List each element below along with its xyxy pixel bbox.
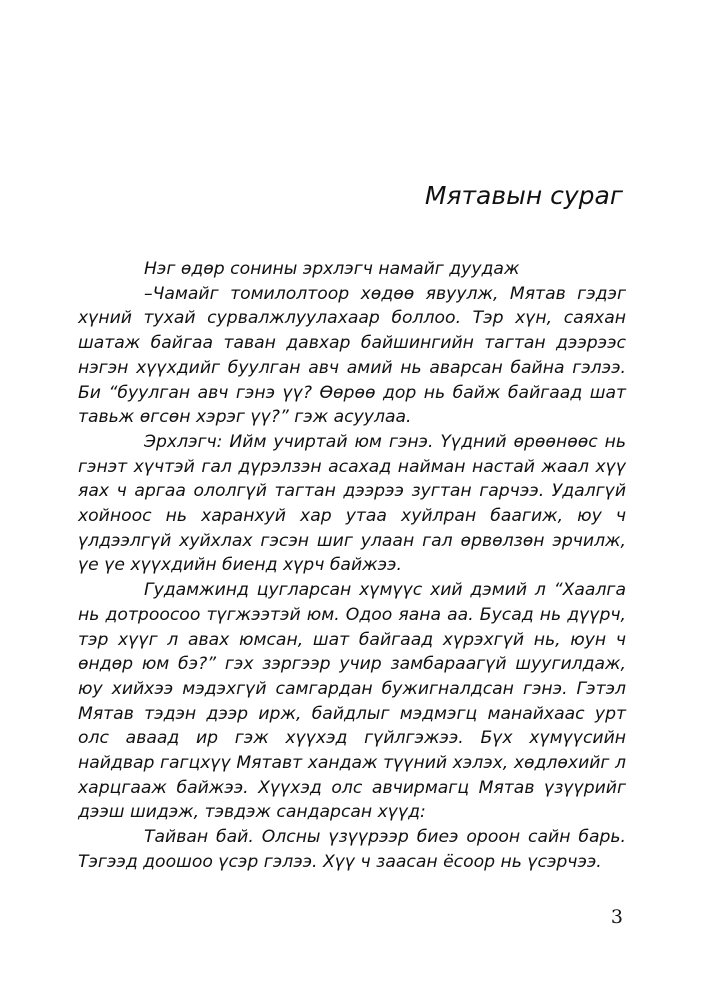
paragraph: Нэг өдөр сонины эрхлэгч намайг дуудаж bbox=[144, 259, 520, 279]
body-text bbox=[78, 257, 626, 875]
paragraph: Гудамжинд цугларсан хүмүүс хий дэмий л “Хаалга нь дотроосоо түгжээтэй юм. Одоо яана аа. Бусад нь дүүрч, тэр хүүг л авах юмсан, шат байгаад хүрэхгүй нь, юун ч өндөр юм бэ?” гэх зэргээр учир замбараагүй шуугилдаж, юу хийхээ мэдэхгүй самгардан бужигналдсан гэнэ. Гэтэл Мятав тэдэн дээр ирж, байдлыг мэдмэгц манайхаас урт олс аваад ир гэж хүүхэд гүйлгэжээ. Бүх хүмүүсийн найдвар гагцхүү Мятавт хандаж түүний хэлэх, хөдлөхийг л харцгааж байжээ. Хүүхэд олс авчирмагц Мятав үзүүрийг дээш шидэж, тэвдэж сандарсан хүүд: bbox=[78, 580, 626, 823]
page-number: 3 bbox=[610, 906, 623, 928]
paragraph: –Чамайг томилолтоор хөдөө явуулж, Мятав гэдэг хүний тухай сурвалжлуулахаар боллоо. Тэр хүн, саяхан шатаж байгаа таван давхар байшингийн тагтан дээрээс нэгэн хүүхдийг буулган авч амий нь аварсан байна гэлээ. Би “буулган авч гэнэ үү? Өөрөө дор нь байж байгаад шат тавьж өгсөн хэрэг үү?” гэж асуулаа. bbox=[78, 283, 626, 428]
chapter-title: Мятавын сураг bbox=[424, 181, 623, 210]
paragraph: Эрхлэгч: Ийм учиртай юм гэнэ. Үүдний өрөөнөөс нь гэнэт хүчтэй гал дүрэлзэн асахад найман настай жаал хүү яах ч аргаа ололгүй тагтан дээрээ зугтан гарчээ. Удалгүй хойноос нь харанхуй хар утаа хуйлран баагиж, юу ч үлдээлгүй хуйхлах гэсэн шиг улаан гал өрвөлзөн эрчилж, үе үе хүүхдийн биенд хүрч байжээ. bbox=[78, 431, 626, 576]
paragraph: Тайван бай. Олсны үзүүрээр биеэ ороон сайн барь. Тэгээд доошоо үсэр гэлээ. Хүү ч заасан ёсоор нь үсэрчээ. bbox=[78, 827, 626, 872]
